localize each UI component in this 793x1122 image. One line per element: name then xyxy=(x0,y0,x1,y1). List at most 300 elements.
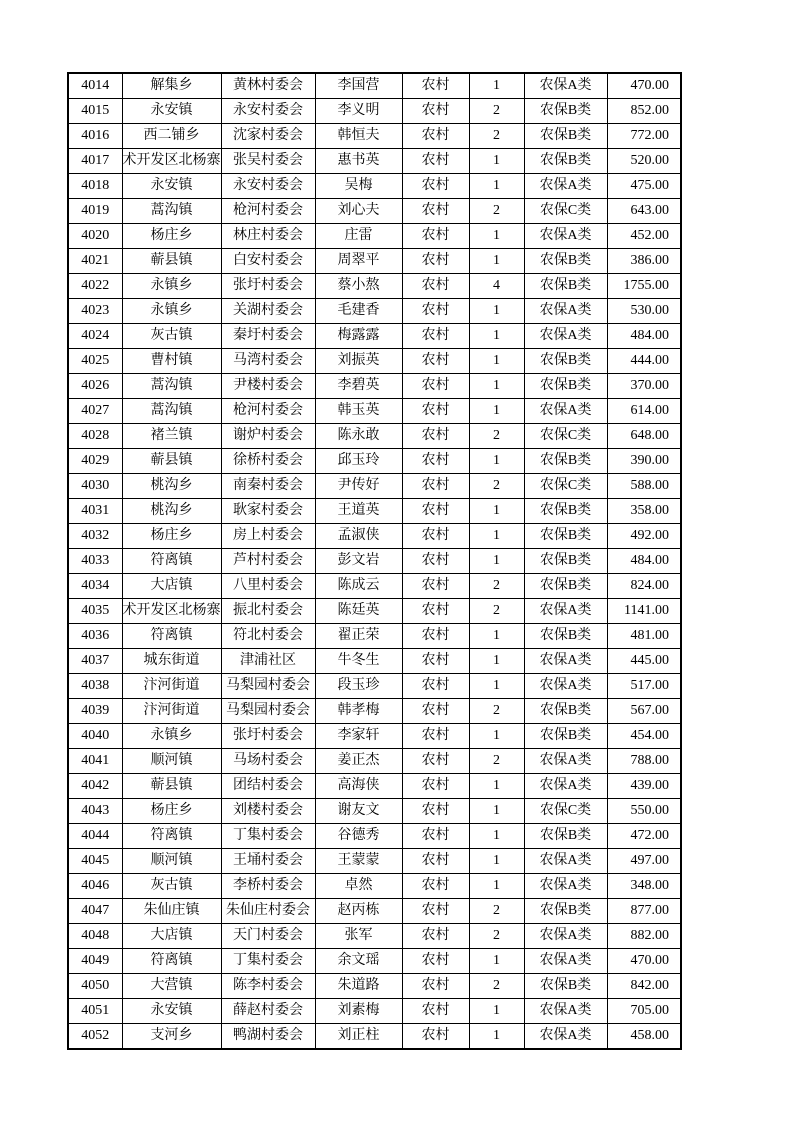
cell-person-name: 彭文岩 xyxy=(315,549,402,574)
cell-person-name: 刘正柱 xyxy=(315,1024,402,1050)
table-row xyxy=(68,99,681,124)
cell-village-committee: 白安村委会 xyxy=(221,249,315,274)
cell-insurance-category: 农保B类 xyxy=(524,524,607,549)
cell-residence-type: 农村 xyxy=(402,799,469,824)
cell-insurance-category: 农保A类 xyxy=(524,849,607,874)
cell-village-committee: 沈家村委会 xyxy=(221,124,315,149)
table-row xyxy=(68,749,681,774)
cell-amount: 567.00 xyxy=(607,699,681,724)
cell-residence-type: 农村 xyxy=(402,999,469,1024)
cell-person-count: 2 xyxy=(469,749,524,774)
table-row xyxy=(68,73,681,99)
cell-person-name: 刘振英 xyxy=(315,349,402,374)
cell-insurance-category: 农保B类 xyxy=(524,349,607,374)
cell-insurance-category: 农保B类 xyxy=(524,899,607,924)
cell-person-name: 赵丙栋 xyxy=(315,899,402,924)
cell-insurance-category: 农保A类 xyxy=(524,399,607,424)
cell-town-name: 蒿沟镇 xyxy=(122,399,221,424)
cell-amount: 348.00 xyxy=(607,874,681,899)
cell-amount: 1755.00 xyxy=(607,274,681,299)
cell-amount: 458.00 xyxy=(607,1024,681,1050)
cell-serial-number: 4033 xyxy=(68,549,122,574)
cell-town-name: 大店镇 xyxy=(122,924,221,949)
cell-serial-number: 4025 xyxy=(68,349,122,374)
cell-person-count: 1 xyxy=(469,1024,524,1050)
cell-village-committee: 张圩村委会 xyxy=(221,724,315,749)
cell-person-count: 1 xyxy=(469,224,524,249)
cell-residence-type: 农村 xyxy=(402,249,469,274)
cell-village-committee: 黄林村委会 xyxy=(221,73,315,99)
cell-residence-type: 农村 xyxy=(402,499,469,524)
cell-town-name: 解集乡 xyxy=(122,73,221,99)
cell-amount: 470.00 xyxy=(607,949,681,974)
cell-residence-type: 农村 xyxy=(402,824,469,849)
cell-residence-type: 农村 xyxy=(402,949,469,974)
cell-serial-number: 4014 xyxy=(68,73,122,99)
cell-serial-number: 4036 xyxy=(68,624,122,649)
cell-insurance-category: 农保A类 xyxy=(524,924,607,949)
cell-village-committee: 永安村委会 xyxy=(221,174,315,199)
cell-person-name: 段玉珍 xyxy=(315,674,402,699)
cell-village-committee: 房上村委会 xyxy=(221,524,315,549)
table-row xyxy=(68,374,681,399)
cell-amount: 788.00 xyxy=(607,749,681,774)
cell-person-count: 2 xyxy=(469,99,524,124)
table-row xyxy=(68,399,681,424)
cell-village-committee: 丁集村委会 xyxy=(221,824,315,849)
cell-village-committee: 永安村委会 xyxy=(221,99,315,124)
cell-amount: 842.00 xyxy=(607,974,681,999)
cell-person-count: 1 xyxy=(469,299,524,324)
cell-amount: 824.00 xyxy=(607,574,681,599)
cell-insurance-category: 农保C类 xyxy=(524,474,607,499)
cell-amount: 390.00 xyxy=(607,449,681,474)
cell-person-count: 2 xyxy=(469,574,524,599)
cell-amount: 454.00 xyxy=(607,724,681,749)
cell-village-committee: 王埇村委会 xyxy=(221,849,315,874)
cell-town-name: 符离镇 xyxy=(122,624,221,649)
cell-person-name: 高海侠 xyxy=(315,774,402,799)
cell-residence-type: 农村 xyxy=(402,449,469,474)
payment-roster-table-body xyxy=(68,73,681,1049)
cell-serial-number: 4038 xyxy=(68,674,122,699)
table-row xyxy=(68,499,681,524)
table-row xyxy=(68,449,681,474)
cell-residence-type: 农村 xyxy=(402,424,469,449)
cell-person-count: 1 xyxy=(469,949,524,974)
cell-person-count: 2 xyxy=(469,474,524,499)
cell-serial-number: 4022 xyxy=(68,274,122,299)
table-row xyxy=(68,649,681,674)
cell-person-name: 卓然 xyxy=(315,874,402,899)
cell-insurance-category: 农保B类 xyxy=(524,549,607,574)
cell-village-committee: 南秦村委会 xyxy=(221,474,315,499)
cell-amount: 772.00 xyxy=(607,124,681,149)
cell-person-count: 1 xyxy=(469,349,524,374)
cell-residence-type: 农村 xyxy=(402,224,469,249)
table-row xyxy=(68,199,681,224)
cell-village-committee: 符北村委会 xyxy=(221,624,315,649)
cell-person-count: 1 xyxy=(469,324,524,349)
cell-serial-number: 4028 xyxy=(68,424,122,449)
cell-residence-type: 农村 xyxy=(402,924,469,949)
cell-town-name: 朱仙庄镇 xyxy=(122,899,221,924)
cell-residence-type: 农村 xyxy=(402,774,469,799)
cell-amount: 439.00 xyxy=(607,774,681,799)
cell-person-count: 1 xyxy=(469,399,524,424)
cell-amount: 445.00 xyxy=(607,649,681,674)
cell-person-count: 1 xyxy=(469,174,524,199)
cell-person-name: 姜正杰 xyxy=(315,749,402,774)
cell-person-name: 李家轩 xyxy=(315,724,402,749)
cell-person-name: 蔡小熬 xyxy=(315,274,402,299)
cell-person-count: 2 xyxy=(469,899,524,924)
cell-serial-number: 4044 xyxy=(68,824,122,849)
cell-person-name: 邱玉玲 xyxy=(315,449,402,474)
cell-person-name: 牛冬生 xyxy=(315,649,402,674)
cell-insurance-category: 农保A类 xyxy=(524,749,607,774)
cell-person-name: 朱道路 xyxy=(315,974,402,999)
cell-town-name: 曹村镇 xyxy=(122,349,221,374)
cell-residence-type: 农村 xyxy=(402,724,469,749)
cell-person-name: 刘素梅 xyxy=(315,999,402,1024)
cell-serial-number: 4018 xyxy=(68,174,122,199)
cell-serial-number: 4048 xyxy=(68,924,122,949)
table-row xyxy=(68,699,681,724)
cell-serial-number: 4030 xyxy=(68,474,122,499)
cell-town-name: 杨庄乡 xyxy=(122,224,221,249)
cell-person-count: 1 xyxy=(469,499,524,524)
cell-residence-type: 农村 xyxy=(402,299,469,324)
cell-insurance-category: 农保B类 xyxy=(524,699,607,724)
cell-amount: 643.00 xyxy=(607,199,681,224)
table-row xyxy=(68,724,681,749)
cell-person-name: 尹传好 xyxy=(315,474,402,499)
cell-insurance-category: 农保B类 xyxy=(524,824,607,849)
cell-residence-type: 农村 xyxy=(402,624,469,649)
table-row xyxy=(68,599,681,624)
cell-village-committee: 朱仙庄村委会 xyxy=(221,899,315,924)
table-row xyxy=(68,574,681,599)
cell-insurance-category: 农保B类 xyxy=(524,124,607,149)
cell-person-count: 1 xyxy=(469,824,524,849)
cell-village-committee: 张吴村委会 xyxy=(221,149,315,174)
cell-town-name: 蕲县镇 xyxy=(122,774,221,799)
cell-village-committee: 马场村委会 xyxy=(221,749,315,774)
cell-person-name: 谢友文 xyxy=(315,799,402,824)
cell-person-name: 周翠平 xyxy=(315,249,402,274)
cell-town-name: 桃沟乡 xyxy=(122,474,221,499)
cell-insurance-category: 农保A类 xyxy=(524,649,607,674)
cell-person-name: 庄雷 xyxy=(315,224,402,249)
cell-insurance-category: 农保A类 xyxy=(524,1024,607,1050)
cell-insurance-category: 农保A类 xyxy=(524,599,607,624)
cell-serial-number: 4031 xyxy=(68,499,122,524)
cell-village-committee: 马梨园村委会 xyxy=(221,699,315,724)
table-row xyxy=(68,149,681,174)
cell-serial-number: 4021 xyxy=(68,249,122,274)
cell-amount: 852.00 xyxy=(607,99,681,124)
cell-village-committee: 秦圩村委会 xyxy=(221,324,315,349)
cell-amount: 484.00 xyxy=(607,324,681,349)
cell-serial-number: 4037 xyxy=(68,649,122,674)
cell-person-count: 1 xyxy=(469,73,524,99)
cell-person-count: 1 xyxy=(469,624,524,649)
cell-town-name: 蕲县镇 xyxy=(122,449,221,474)
cell-person-count: 1 xyxy=(469,549,524,574)
cell-serial-number: 4023 xyxy=(68,299,122,324)
cell-person-name: 李义明 xyxy=(315,99,402,124)
cell-person-name: 王蒙蒙 xyxy=(315,849,402,874)
cell-serial-number: 4035 xyxy=(68,599,122,624)
cell-serial-number: 4017 xyxy=(68,149,122,174)
cell-insurance-category: 农保B类 xyxy=(524,374,607,399)
cell-insurance-category: 农保B类 xyxy=(524,249,607,274)
cell-insurance-category: 农保A类 xyxy=(524,299,607,324)
table-row xyxy=(68,249,681,274)
cell-insurance-category: 农保C类 xyxy=(524,799,607,824)
table-row xyxy=(68,999,681,1024)
cell-serial-number: 4034 xyxy=(68,574,122,599)
table-row xyxy=(68,849,681,874)
cell-person-name: 韩孝梅 xyxy=(315,699,402,724)
cell-village-committee: 徐桥村委会 xyxy=(221,449,315,474)
table-row xyxy=(68,674,681,699)
cell-town-name: 顺河镇 xyxy=(122,749,221,774)
cell-insurance-category: 农保B类 xyxy=(524,499,607,524)
cell-amount: 497.00 xyxy=(607,849,681,874)
cell-serial-number: 4042 xyxy=(68,774,122,799)
cell-residence-type: 农村 xyxy=(402,749,469,774)
cell-village-committee: 团结村委会 xyxy=(221,774,315,799)
cell-village-committee: 津浦社区 xyxy=(221,649,315,674)
cell-serial-number: 4020 xyxy=(68,224,122,249)
cell-residence-type: 农村 xyxy=(402,99,469,124)
cell-person-count: 1 xyxy=(469,674,524,699)
cell-town-name: 永镇乡 xyxy=(122,724,221,749)
cell-town-name: 符离镇 xyxy=(122,949,221,974)
cell-town-name: 顺河镇 xyxy=(122,849,221,874)
cell-village-committee: 薛赵村委会 xyxy=(221,999,315,1024)
table-row xyxy=(68,624,681,649)
cell-village-committee: 芦村村委会 xyxy=(221,549,315,574)
cell-person-count: 1 xyxy=(469,524,524,549)
cell-insurance-category: 农保B类 xyxy=(524,724,607,749)
cell-residence-type: 农村 xyxy=(402,324,469,349)
cell-residence-type: 农村 xyxy=(402,899,469,924)
cell-amount: 472.00 xyxy=(607,824,681,849)
cell-amount: 648.00 xyxy=(607,424,681,449)
cell-village-committee: 耿家村委会 xyxy=(221,499,315,524)
cell-person-count: 2 xyxy=(469,599,524,624)
cell-serial-number: 4016 xyxy=(68,124,122,149)
cell-person-count: 2 xyxy=(469,124,524,149)
cell-town-name: 永镇乡 xyxy=(122,299,221,324)
table-row xyxy=(68,799,681,824)
table-row xyxy=(68,824,681,849)
cell-amount: 475.00 xyxy=(607,174,681,199)
cell-town-name: 汴河街道 xyxy=(122,699,221,724)
cell-serial-number: 4045 xyxy=(68,849,122,874)
cell-village-committee: 马梨园村委会 xyxy=(221,674,315,699)
cell-person-count: 1 xyxy=(469,724,524,749)
cell-residence-type: 农村 xyxy=(402,524,469,549)
cell-village-committee: 枪河村委会 xyxy=(221,399,315,424)
cell-amount: 470.00 xyxy=(607,73,681,99)
cell-amount: 452.00 xyxy=(607,224,681,249)
table-row xyxy=(68,299,681,324)
cell-person-name: 梅露露 xyxy=(315,324,402,349)
cell-village-committee: 李桥村委会 xyxy=(221,874,315,899)
cell-person-name: 谷德秀 xyxy=(315,824,402,849)
cell-town-name: 永镇乡 xyxy=(122,274,221,299)
cell-amount: 444.00 xyxy=(607,349,681,374)
cell-town-name: 城东街道 xyxy=(122,649,221,674)
cell-person-name: 翟正荣 xyxy=(315,624,402,649)
cell-person-name: 李国营 xyxy=(315,73,402,99)
cell-serial-number: 4050 xyxy=(68,974,122,999)
cell-village-committee: 陈李村委会 xyxy=(221,974,315,999)
cell-person-count: 1 xyxy=(469,249,524,274)
cell-town-name: 蕲县镇 xyxy=(122,249,221,274)
cell-serial-number: 4047 xyxy=(68,899,122,924)
cell-person-count: 1 xyxy=(469,374,524,399)
cell-serial-number: 4039 xyxy=(68,699,122,724)
cell-insurance-category: 农保C类 xyxy=(524,199,607,224)
table-row xyxy=(68,349,681,374)
table-row xyxy=(68,774,681,799)
table-row xyxy=(68,174,681,199)
cell-village-committee: 刘楼村委会 xyxy=(221,799,315,824)
cell-residence-type: 农村 xyxy=(402,649,469,674)
cell-town-name: 灰古镇 xyxy=(122,874,221,899)
cell-person-name: 吴梅 xyxy=(315,174,402,199)
cell-insurance-category: 农保A类 xyxy=(524,73,607,99)
cell-town-name: 支河乡 xyxy=(122,1024,221,1050)
cell-serial-number: 4043 xyxy=(68,799,122,824)
cell-serial-number: 4027 xyxy=(68,399,122,424)
cell-residence-type: 农村 xyxy=(402,574,469,599)
cell-amount: 882.00 xyxy=(607,924,681,949)
cell-insurance-category: 农保B类 xyxy=(524,274,607,299)
cell-village-committee: 天门村委会 xyxy=(221,924,315,949)
cell-person-count: 2 xyxy=(469,924,524,949)
table-row xyxy=(68,899,681,924)
cell-amount: 370.00 xyxy=(607,374,681,399)
cell-town-name: 蒿沟镇 xyxy=(122,199,221,224)
cell-amount: 550.00 xyxy=(607,799,681,824)
cell-serial-number: 4049 xyxy=(68,949,122,974)
cell-village-committee: 马湾村委会 xyxy=(221,349,315,374)
cell-serial-number: 4019 xyxy=(68,199,122,224)
cell-town-name: 西二铺乡 xyxy=(122,124,221,149)
cell-person-name: 惠书英 xyxy=(315,149,402,174)
cell-insurance-category: 农保B类 xyxy=(524,99,607,124)
cell-village-committee: 林庄村委会 xyxy=(221,224,315,249)
cell-insurance-category: 农保A类 xyxy=(524,174,607,199)
table-row xyxy=(68,124,681,149)
cell-serial-number: 4051 xyxy=(68,999,122,1024)
cell-residence-type: 农村 xyxy=(402,199,469,224)
cell-insurance-category: 农保B类 xyxy=(524,974,607,999)
cell-amount: 705.00 xyxy=(607,999,681,1024)
cell-amount: 484.00 xyxy=(607,549,681,574)
cell-person-count: 1 xyxy=(469,774,524,799)
cell-amount: 520.00 xyxy=(607,149,681,174)
table-row xyxy=(68,949,681,974)
cell-serial-number: 4040 xyxy=(68,724,122,749)
cell-town-name: 永安镇 xyxy=(122,174,221,199)
cell-person-count: 2 xyxy=(469,974,524,999)
cell-residence-type: 农村 xyxy=(402,124,469,149)
cell-person-count: 1 xyxy=(469,874,524,899)
cell-person-name: 陈廷英 xyxy=(315,599,402,624)
cell-insurance-category: 农保A类 xyxy=(524,774,607,799)
cell-amount: 517.00 xyxy=(607,674,681,699)
cell-amount: 386.00 xyxy=(607,249,681,274)
cell-person-name: 王道英 xyxy=(315,499,402,524)
cell-person-count: 1 xyxy=(469,649,524,674)
cell-village-committee: 枪河村委会 xyxy=(221,199,315,224)
cell-person-name: 毛建香 xyxy=(315,299,402,324)
cell-residence-type: 农村 xyxy=(402,674,469,699)
cell-residence-type: 农村 xyxy=(402,73,469,99)
cell-insurance-category: 农保B类 xyxy=(524,149,607,174)
cell-town-name: 蒿沟镇 xyxy=(122,374,221,399)
cell-person-count: 1 xyxy=(469,799,524,824)
table-row xyxy=(68,324,681,349)
cell-village-committee: 鸭湖村委会 xyxy=(221,1024,315,1050)
cell-residence-type: 农村 xyxy=(402,974,469,999)
cell-residence-type: 农村 xyxy=(402,174,469,199)
cell-town-name: 桃沟乡 xyxy=(122,499,221,524)
cell-residence-type: 农村 xyxy=(402,349,469,374)
cell-amount: 1141.00 xyxy=(607,599,681,624)
table-row xyxy=(68,1024,681,1050)
table-row xyxy=(68,924,681,949)
cell-serial-number: 4024 xyxy=(68,324,122,349)
table-row xyxy=(68,874,681,899)
cell-town-name: 汴河街道 xyxy=(122,674,221,699)
table-row xyxy=(68,524,681,549)
cell-person-name: 孟淑侠 xyxy=(315,524,402,549)
cell-insurance-category: 农保A类 xyxy=(524,874,607,899)
cell-town-name: 大店镇 xyxy=(122,574,221,599)
cell-residence-type: 农村 xyxy=(402,699,469,724)
cell-village-committee: 丁集村委会 xyxy=(221,949,315,974)
cell-town-name: 大营镇 xyxy=(122,974,221,999)
cell-village-committee: 振北村委会 xyxy=(221,599,315,624)
payment-roster-table xyxy=(67,72,682,1050)
cell-serial-number: 4029 xyxy=(68,449,122,474)
cell-residence-type: 农村 xyxy=(402,1024,469,1050)
cell-residence-type: 农村 xyxy=(402,374,469,399)
cell-insurance-category: 农保B类 xyxy=(524,624,607,649)
cell-residence-type: 农村 xyxy=(402,149,469,174)
cell-serial-number: 4026 xyxy=(68,374,122,399)
cell-amount: 481.00 xyxy=(607,624,681,649)
cell-insurance-category: 农保A类 xyxy=(524,224,607,249)
table-row xyxy=(68,274,681,299)
cell-person-name: 刘心夫 xyxy=(315,199,402,224)
cell-town-name: 符离镇 xyxy=(122,549,221,574)
cell-town-name: 术开发区北杨寨 xyxy=(122,149,221,174)
cell-residence-type: 农村 xyxy=(402,599,469,624)
cell-serial-number: 4041 xyxy=(68,749,122,774)
cell-person-count: 1 xyxy=(469,849,524,874)
table-row xyxy=(68,549,681,574)
cell-amount: 358.00 xyxy=(607,499,681,524)
